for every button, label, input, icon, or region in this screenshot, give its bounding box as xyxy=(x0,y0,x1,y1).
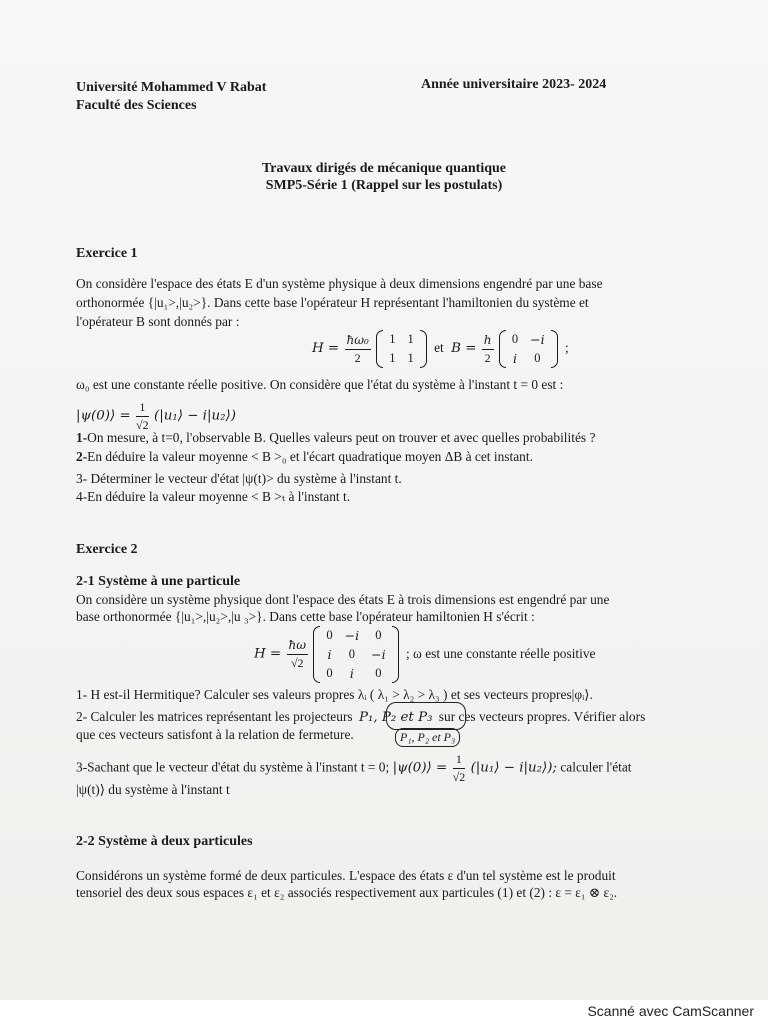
ex1-basis-desc: Dans cette base l'opérateur H représentant l'hamiltonien du système et xyxy=(210,295,589,310)
ex1-paragraph-line2 xyxy=(76,294,589,311)
university-name: Université Mohammed V Rabat xyxy=(76,80,267,95)
ex2-eq-tail: ; ω est une constante réelle positive xyxy=(405,645,596,661)
doc-subtitle: SMP5-Série 1 (Rappel sur les postulats) xyxy=(265,178,503,193)
ex2-question-1: 1- H est-il Hermitique? Calculer ses valeurs propres λᵢ ( λ₁ > λ₂ > λ₃ ) et ses vecteurs propres|φᵢ⟩. xyxy=(76,687,593,702)
ex1-paragraph-line3: l'opérateur B sont donnés par : xyxy=(76,314,240,329)
ex2-eq-fraction: $\frac{ħ\omega}{√2}$ xyxy=(288,638,307,670)
ex2-section-2-line2: tensoriel des deux sous espaces ε₁ et ε₂ associés respectivement aux particules (1) et (2) : ε = ε₁ ⊗ ε₂. xyxy=(76,885,618,900)
ex2-question-3-line2: |ψ(t)⟩ du système à l'instant t xyxy=(76,782,230,797)
ex1-question-1: 1-On mesure, à t=0, l'observable B. Quelles valeurs peut on trouver et avec quelles probabilités ? xyxy=(76,430,596,445)
ex1-basis: orthonormée {|u₁>,|u₂>}. xyxy=(76,295,211,310)
ex2-section-1-heading: 2-1 Système à une particule xyxy=(76,574,241,589)
ex1-question-2: 2-En déduire la valeur moyenne < B >₀ et l'écart quadratique moyen ΔB à cet instant. xyxy=(76,449,533,464)
ex1-eq-h-fraction: $\frac{\text{ħω₀}}{2}$ xyxy=(346,332,369,365)
ex2-projectors-label: P₁, P₂ et P₃ xyxy=(358,710,433,725)
camscanner-watermark: Scanné avec CamScanner xyxy=(587,1003,754,1019)
handwritten-projectors-note: P₁, P₂ et P₃ xyxy=(395,728,460,747)
ex1-initial-state-fraction: $\frac{1}{√2}$ xyxy=(136,400,149,432)
ex1-matrix-b: 0 −i i 0 xyxy=(499,330,558,368)
ex1-eq-and: et xyxy=(434,340,444,356)
exercise-2-heading: Exercice 2 xyxy=(76,542,138,557)
ex1-paragraph-line4: ω₀ est une constante réelle positive. On considère que l'état du système à l'instant t = 0 est : xyxy=(76,377,564,392)
ex2-paragraph-line2: base orthonormée {|u₁>,|u₂>,|u ₃>}. Dans cette base l'opérateur hamiltonien H s'écrit : xyxy=(76,609,535,624)
ex2-question-2-line1: 2- Calculer les matrices représentant les projecteurs P₁, P₂ et P₃ sur ces vecteurs propres. Vérifier alors xyxy=(76,709,646,725)
ex1-question-3: 3- Déterminer le vecteur d'état |ψ(t)> du système à l'instant t. xyxy=(76,471,402,486)
ex1-question-4: 4-En déduire la valeur moyenne < B >ₜ à l'instant t. xyxy=(76,489,351,504)
ex2-q3-fraction: $\frac{1}{√2}$ xyxy=(452,752,466,784)
academic-year: Année universitaire 2023- 2024 xyxy=(421,77,607,92)
ex2-paragraph-line1: On considère un système physique dont l'espace des états E à trois dimensions est engendré par une xyxy=(76,592,610,607)
ex1-eq-b-label: B = xyxy=(451,341,477,357)
ex2-hamiltonian-equation xyxy=(254,626,596,683)
ex1-paragraph-line1: On considère l'espace des états E d'un système physique à deux dimensions engendré par une base xyxy=(76,276,603,291)
handwritten-circle-projectors xyxy=(386,702,466,730)
ex1-eq-b-fraction: $\frac{h}{2}$ xyxy=(483,332,492,365)
ex1-eq-semicolon: ; xyxy=(564,340,569,356)
ex1-initial-state: |ψ(0)⟩ = $\frac{1}{√2}$ (|u₁⟩ − i|u₂⟩) xyxy=(76,400,236,432)
exercise-1-heading: Exercice 1 xyxy=(76,246,138,261)
faculty-name: Faculté des Sciences xyxy=(76,98,197,113)
ex2-question-3-line1: 3-Sachant que le vecteur d'état du système à l'instant t = 0; |ψ(0)⟩ = $\frac{1}{√2}$ (|u₁⟩ − i|u₂⟩); calculer l'état xyxy=(76,752,632,784)
ex2-eq-h-label: H = xyxy=(254,646,282,662)
doc-title: Travaux dirigés de mécanique quantique xyxy=(262,161,506,176)
ex1-eq-h-label: H = xyxy=(312,341,340,357)
ex2-question-2-line2: que ces vecteurs satisfont à la relation de fermeture. xyxy=(76,727,354,742)
ex2-matrix-h: 0 −i 0 i 0 −i 0 i 0 xyxy=(313,626,398,683)
ex1-operators-equation xyxy=(312,330,569,368)
ex1-matrix-h: 1 1 1 1 xyxy=(376,330,427,368)
ex2-section-2-line1: Considérons un système formé de deux particules. L'espace des états ε d'un tel système est le produit xyxy=(76,868,616,883)
ex2-section-2-heading: 2-2 Système à deux particules xyxy=(76,834,253,849)
